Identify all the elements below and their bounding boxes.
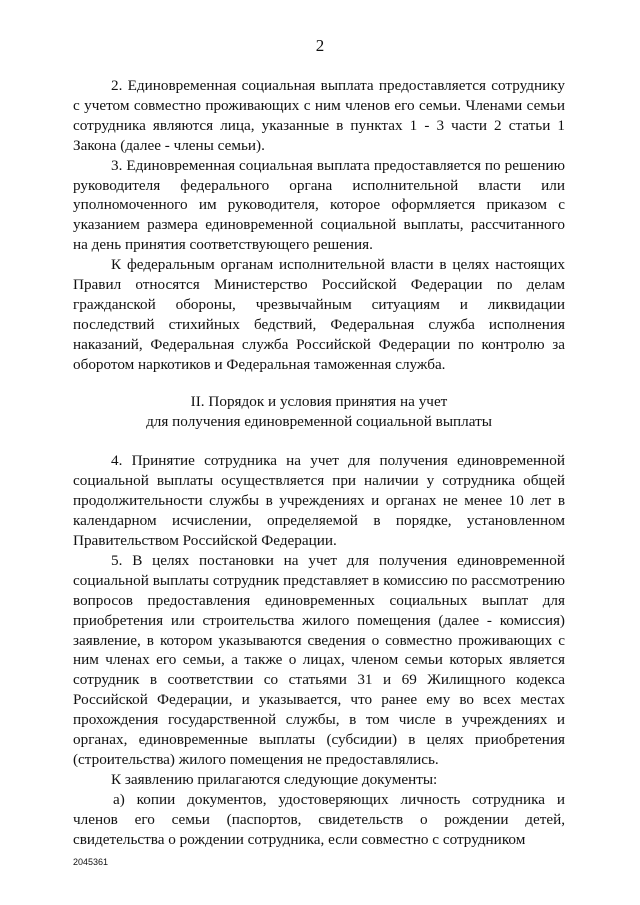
page-number: 2 [315, 36, 325, 55]
paragraph-attachments-intro: К заявлению прилагаются следующие документы: [111, 770, 438, 788]
paragraph-item-a: а) копии документов, удостоверяющих личность сотрудника и членов его семьи (паспортов, свидетельств о рождении детей, свидетельства о рождении сотрудника, если совместно с сотрудником [73, 790, 565, 848]
paragraph-4: 4. Принятие сотрудника на учет для получения единовременной социальной выплаты осуществляется при наличии у сотрудника общей продолжительности службы в учреждениях и органах не менее 10 лет в календарном исчислении, определяемой в порядке, установленном Правительством Российской Федерации. [73, 452, 565, 550]
paragraph-federal-bodies: К федеральным органам исполнительной власти в целях настоящих Правил относятся Министерство Российской Федерации по делам гражданской обороны, чрезвычайным ситуациям и ликвидации последствий стихийных бедствий, Федеральная служба исполнения наказаний, Федеральная служба Российской Федерации по контролю за оборотом наркотиков и Федеральная таможенная служба. [73, 256, 565, 373]
section-heading [73, 392, 565, 432]
section-heading-line-1: II. Порядок и условия принятия на учет [190, 392, 448, 410]
document-code: 2045361 [73, 857, 109, 867]
paragraph-2: 2. Единовременная социальная выплата предоставляется сотруднику с учетом совместно проживающих с ним членов его семьи. Членами семьи сотрудника являются лица, указанные в пунктах 1 - 3 части 2 статьи 1 Закона (далее - члены семьи). [73, 77, 565, 154]
document-body [73, 76, 565, 850]
paragraph-3: 3. Единовременная социальная выплата предоставляется по решению руководителя федерального органа исполнительной власти или уполномоченного им руководителя, которое оформляется приказом с указанием размера единовременной социальной выплаты, рассчитанного на день принятия соответствующего решения. [73, 156, 565, 254]
paragraph-5: 5. В целях постановки на учет для получения единовременной социальной выплаты сотрудник представляет в комиссию по рассмотрению вопросов предоставления единовременных социальных выплат для приобретения или строительства жилого помещения (далее - комиссия) заявление, в котором указываются сведения о совместно проживающих с ним членах его семьи, а также о лицах, членом семьи которых является сотрудник в соответствии со статьями 31 и 69 Жилищного кодекса Российской Федерации, и указывается, что ранее ему во всех местах прохождения государственной службы, в том числе в учреждениях и органах, единовременные выплаты (субсидии) в целях приобретения (строительства) жилого помещения не предоставлялись. [73, 551, 565, 768]
section-heading-line-2: для получения единовременной социальной выплаты [146, 412, 492, 430]
